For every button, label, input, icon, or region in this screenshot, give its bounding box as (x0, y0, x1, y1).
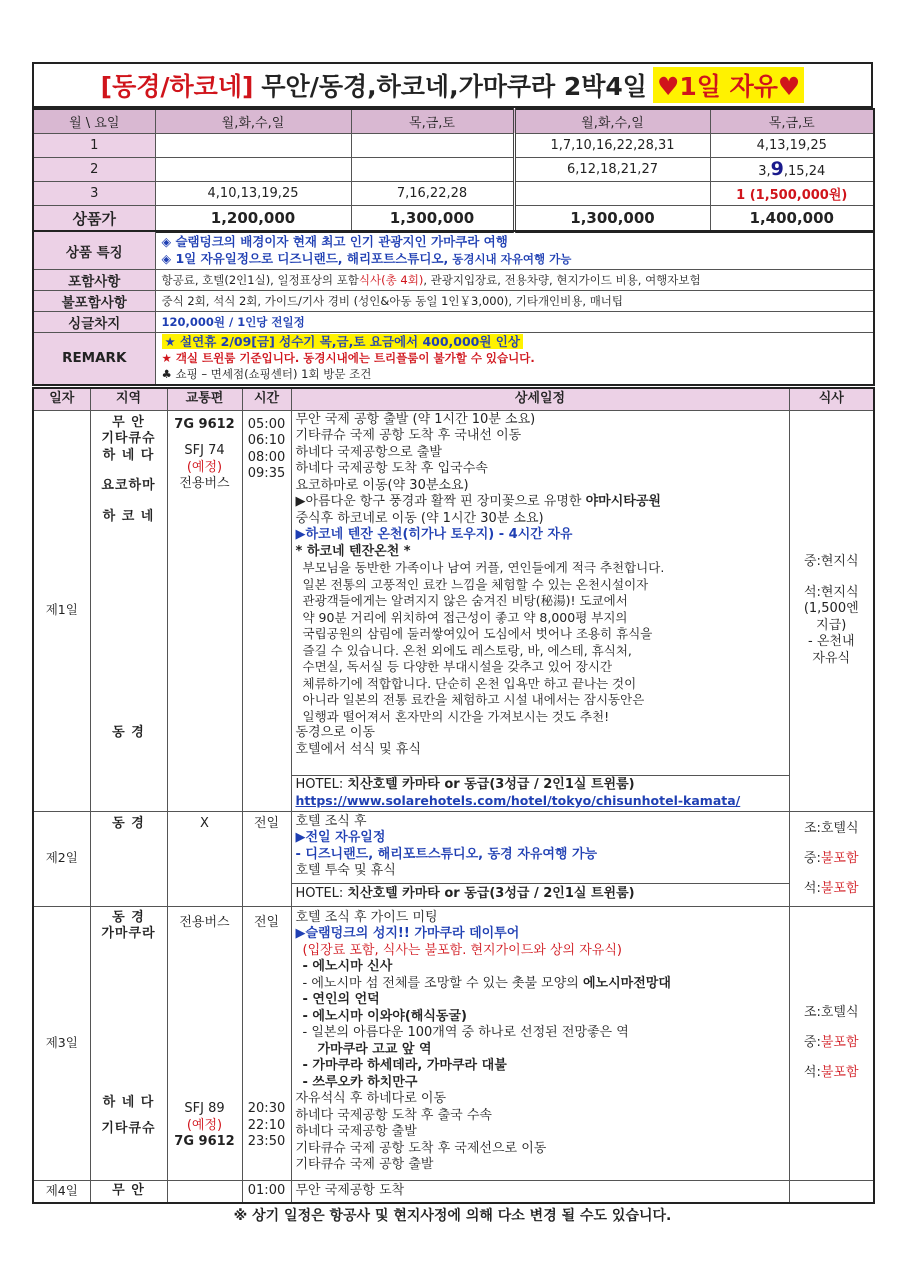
meal-breakfast: 조:호텔식 (803, 1005, 859, 1020)
itinerary-line: 하네다 국제공항으로 출발 (295, 444, 442, 460)
meal-dinner-note: 지급) (816, 617, 847, 633)
itinerary-line: 호텔에서 석식 및 휴식 (295, 741, 421, 757)
flight-code: 7G 9612 (174, 1134, 235, 1149)
include-row (33, 270, 874, 291)
col-header: 교통편 (167, 388, 242, 410)
sight-station: 가마쿠라 고교 앞 역 (317, 1041, 432, 1057)
remark-1: ★ 설연휴 2/09[금] 성수기 목,금,토 요금에서 400,000원 인상 (162, 334, 523, 349)
transport-bus: 전용버스 (179, 476, 230, 491)
meal-lunch: 중: (803, 850, 821, 866)
flight-code: SFJ 74 (184, 443, 225, 458)
single-text: 120,000원 / 1인당 전일정 (155, 312, 874, 333)
exclude-text: 중식 2회, 석식 2회, 가이드/기사 경비 (성인&아동 동일 1인￥3,000), 기타개인비용, 매너팁 (155, 291, 874, 312)
single-row (33, 312, 874, 333)
price-value: 1,200,000 (155, 205, 351, 232)
sight-item: - 연인의 언덕 (302, 992, 380, 1007)
time: 전일 (253, 914, 280, 930)
day3-label: 제3일 (33, 906, 90, 1180)
date-cell: 7,16,22,28 (351, 181, 514, 205)
sight-item: - 일본의 아름다운 100개역 중 하나로 선정된 전망좋은 역 (302, 1025, 629, 1040)
month-cell: 1 (33, 133, 155, 157)
onsen-desc: 관광객들에게는 알려지지 않은 숨겨진 비탕(秘湯)! 도쿄에서 (302, 593, 628, 608)
remark-3: ♣ 쇼핑 – 면세점(쇼핑센터) 1회 방문 조건 (161, 367, 372, 382)
region: 기타큐슈 (101, 1121, 156, 1136)
day4-row (33, 1180, 874, 1203)
onsen-title: ▶하코네 텐잔 온천(히가나 토우지) - 4시간 자유 (295, 527, 573, 542)
time: 20:30 (247, 1101, 286, 1116)
price-month-row (33, 157, 874, 181)
itinerary-line: 호텔 투숙 및 휴식 (295, 863, 396, 878)
itinerary-line: 중식후 하코네로 이동 (약 1시간 30분 소요) (295, 510, 544, 526)
itinerary-line: 호텔 조식 후 (295, 813, 367, 829)
exclude-label: 불포함사항 (33, 291, 155, 312)
region: 하 네 다 (102, 1094, 155, 1110)
kamakura-note: (입장료 포함, 식사는 불포함. 현지가이드와 상의 자유식) (302, 942, 622, 958)
price-header-row (33, 109, 874, 133)
hotel-name: 치산호텔 카마타 or 동급(3성급 / 2인1실 트윈룸) (347, 886, 635, 902)
feature-label: 상품 특징 (33, 231, 155, 270)
single-label: 싱글차지 (33, 312, 155, 333)
sight-item: - 쓰루오카 하치만구 (302, 1074, 418, 1090)
itinerary-line: 호텔 조식 후 가이드 미팅 (295, 909, 438, 925)
footnote: ※ 상기 일정은 항공사 및 현지사정에 의해 다소 변경 될 수도 있습니다. (233, 1208, 672, 1224)
onsen-desc: 부모님을 동반한 가족이나 남여 커플, 연인들에게 적극 추천합니다. (302, 560, 665, 575)
itinerary-line: 무안 국제공항 도착 (291, 1180, 789, 1203)
include-text: 항공료, 호텔(2인1실), 일정표상의 포함 (161, 273, 359, 287)
itinerary-line: 요코하마로 이동(약 30분소요) (295, 477, 469, 493)
day1-row (33, 410, 874, 775)
month-cell: 2 (33, 157, 155, 181)
day-header: 목,금,토 (351, 109, 514, 133)
col-header: 식사 (789, 388, 874, 410)
day1-meals (789, 410, 874, 811)
day2-row (33, 811, 874, 883)
transport-bus: 전용버스 (179, 914, 230, 930)
time: 23:50 (247, 1134, 286, 1149)
date-cell: 1,7,10,16,22,28,31 (514, 133, 710, 157)
free-day-desc: - 디즈니랜드, 해리포트스튜디오, 동경 자유여행 가능 (295, 846, 598, 862)
meal-dinner: 석: (803, 1065, 821, 1080)
date-cell (155, 133, 351, 157)
price-value: 1,300,000 (514, 205, 710, 232)
date-cell (351, 133, 514, 157)
hotel-link[interactable]: https://www.solarehotels.com/hotel/tokyo/chisunhotel-kamata/ (295, 793, 741, 808)
flight-note: (예정) (186, 459, 223, 475)
time: 09:35 (247, 466, 286, 481)
hotel-name: 치산호텔 카마타 or 동급(3성급 / 2인1실 트윈룸) (347, 776, 635, 792)
flight-code: SFJ 89 (184, 1101, 225, 1116)
date-cell-special: 1 (1,500,000원) (710, 181, 874, 205)
feature-2: ◈ 1일 자유일정으로 디즈니랜드, 해리포트스튜디오, (161, 251, 449, 266)
region: 가마쿠라 (101, 926, 156, 941)
schedule-header-row (33, 388, 874, 410)
exclude-row (33, 291, 874, 312)
region: 무 안 (112, 414, 145, 430)
feature-row (33, 231, 874, 270)
date-cell-feb-thu (710, 157, 874, 181)
free-day-title: ▶전일 자유일정 (295, 830, 386, 845)
price-label: 상품가 (33, 205, 155, 232)
time: 01:00 (242, 1180, 291, 1203)
remark-row (33, 333, 874, 385)
date-cell (351, 157, 514, 181)
region: 하 코 네 (102, 508, 155, 524)
onsen-desc: 국립공원의 삼림에 둘러쌓여있어 도심에서 벗어나 조용히 휴식을 (302, 626, 653, 641)
meal-dinner: 석: (803, 880, 821, 896)
onsen-desc: 수면실, 독서실 등 다양한 부대시설을 갖추고 있어 장시간 (302, 659, 613, 674)
feature-2-tail: 동경시내 자유여행 가능 (448, 252, 572, 266)
date-cell (514, 181, 710, 205)
hotel-prefix: HOTEL: (295, 886, 348, 902)
price-month-row (33, 133, 874, 157)
day-header: 월,화,수,일 (514, 109, 710, 133)
remark-label: REMARK (33, 333, 155, 385)
onsen-desc: 약 90분 거리에 위치하여 접근성이 좋고 약 8,000평 부지의 (302, 609, 628, 625)
meal-dinner: 석:현지식 (803, 584, 859, 600)
itinerary-line: 하네다 국제공항 출발 (295, 1124, 417, 1139)
itinerary-line: 기타큐슈 국제 공항 도착 후 국제선으로 이동 (295, 1140, 547, 1156)
region: 하 네 다 (102, 447, 155, 463)
meal-lunch: 중: (803, 1035, 821, 1050)
meal-excluded: 불포함 (820, 1065, 859, 1080)
title-region: [동경/하코네] (100, 72, 254, 101)
day-header: 월,화,수,일 (155, 109, 351, 133)
day4-label: 제4일 (33, 1180, 90, 1203)
flight-code: 7G 9612 (174, 416, 235, 432)
sight-item: - 에노시마 섬 전체를 조망할 수 있는 촛불 모양의 (302, 975, 583, 991)
sight-item: - 에노시마 신사 (302, 959, 393, 974)
price-corner: 월 \ 요일 (33, 109, 155, 133)
title-free-badge: ♥1일 자유♥ (653, 67, 804, 103)
col-header: 시간 (242, 388, 291, 410)
date-cell (155, 157, 351, 181)
price-value-row (33, 205, 874, 232)
date-cell: 4,13,19,25 (710, 133, 874, 157)
highlight-date: 9 (770, 158, 784, 180)
region: 동 경 (112, 909, 145, 925)
time: 22:10 (247, 1117, 286, 1133)
region: 동 경 (112, 725, 145, 740)
info-table (32, 230, 875, 386)
meal-lunch: 중:현지식 (803, 554, 859, 569)
region: 기타큐슈 (101, 431, 156, 446)
page-title (32, 62, 873, 108)
kamakura-title: ▶슬램덩크의 성지!! 가마쿠라 데이투어 (295, 926, 520, 941)
include-label: 포함사항 (33, 270, 155, 291)
flight-note: (예정) (186, 1117, 223, 1133)
sight-item: - 에노시마 이와야(해식동굴) (302, 1008, 467, 1024)
region: 무 안 (90, 1180, 167, 1203)
onsen-subtitle: * 하코네 텐잔온천 * (295, 543, 411, 559)
itinerary-line: ▶아름다운 항구 풍경과 활짝 핀 장미꽃으로 유명한 (295, 494, 586, 509)
price-value: 1,300,000 (351, 205, 514, 232)
meal-breakfast: 조:호텔식 (803, 820, 859, 836)
onsen-desc: 일행과 떨어져서 혼자만의 시간을 가져보시는 것도 추천! (302, 708, 610, 724)
time: 전일 (242, 811, 291, 906)
meal-excluded: 불포함 (820, 1035, 859, 1050)
transport: X (167, 811, 242, 906)
time: 06:10 (247, 433, 286, 448)
sight-enoshima-tower: 에노시마전망대 (582, 975, 671, 991)
col-header: 지역 (90, 388, 167, 410)
time: 08:00 (247, 449, 286, 465)
itinerary-line: 무안 국제 공항 출발 (약 1시간 10분 소요) (295, 411, 536, 427)
day3-row (33, 906, 874, 1180)
onsen-desc: 아니라 일본의 전통 료칸을 체험하고 시설 내에서는 잠시동안은 (302, 692, 645, 707)
itinerary-line: 하네다 국제공항 도착 후 출국 수속 (295, 1107, 492, 1123)
day2-label: 제2일 (33, 811, 90, 906)
itinerary-line: 기타큐슈 국제 공항 도착 후 국내선 이동 (295, 428, 522, 443)
schedule-table (32, 387, 875, 1204)
meal-excluded: 불포함 (820, 880, 859, 896)
price-table (32, 108, 875, 233)
month-cell: 3 (33, 181, 155, 205)
title-main: 무안/동경,하코네,가마쿠라 2박4일 (261, 72, 647, 101)
itinerary-line: 자유석식 후 하네다로 이동 (295, 1091, 447, 1106)
price-value: 1,400,000 (710, 205, 874, 232)
include-text-2: , 관광지입장료, 전용차량, 현지가이드 비용, 여행자보험 (423, 273, 701, 287)
meal-excluded: 불포함 (820, 850, 859, 866)
col-header: 상세일정 (291, 388, 789, 410)
region: 요코하마 (101, 478, 156, 493)
meal-dinner-note: - 온천내 (808, 634, 855, 649)
onsen-desc: 체류하기에 적합합니다. 단순히 온천 입욕만 하고 끝나는 것이 (302, 675, 637, 691)
day1-label: 제1일 (33, 410, 90, 811)
onsen-desc: 즐길 수 있습니다. 온천 외에도 레스토랑, 바, 에스테, 휴식처, (302, 642, 632, 658)
sight-item: - 가마쿠라 하세데라, 가마쿠라 대불 (302, 1058, 507, 1073)
day2-meals (789, 811, 874, 906)
day-header: 목,금,토 (710, 109, 874, 133)
sight-yamashita: 야마시타공원 (585, 494, 661, 509)
itinerary-line: 하네다 국제공항 도착 후 입국수속 (295, 461, 488, 476)
itinerary-line: 동경으로 이동 (295, 725, 375, 740)
day3-meals (789, 906, 874, 1180)
feature-1: ◈ 슬램덩크의 배경이자 현재 최고 인기 관광지인 가마쿠라 여행 (161, 234, 508, 249)
include-meals: 식사(총 4회) (358, 273, 424, 287)
itinerary-line: 기타큐슈 국제 공항 출발 (295, 1157, 434, 1172)
price-month-row (33, 181, 874, 205)
date-cell: 4,10,13,19,25 (155, 181, 351, 205)
remark-2: ★ 객실 트윈룸 기준입니다. 동경시내에는 트리플룸이 불가할 수 있습니다. (161, 351, 535, 366)
date-cell: 6,12,18,21,27 (514, 157, 710, 181)
onsen-desc: 일본 전통의 고풍적인 료칸 느낌을 체험할 수 있는 온천시설이자 (302, 576, 649, 592)
hotel-prefix: HOTEL: (295, 776, 348, 792)
time: 05:00 (247, 416, 286, 432)
date-text: ,15,24 (783, 164, 826, 179)
region: 동 경 (90, 811, 167, 906)
meal-dinner-note: (1,500엔 (803, 601, 859, 616)
col-header: 일자 (33, 388, 90, 410)
meal-dinner-note: 자유식 (812, 650, 851, 666)
date-text: 3, (758, 164, 771, 179)
